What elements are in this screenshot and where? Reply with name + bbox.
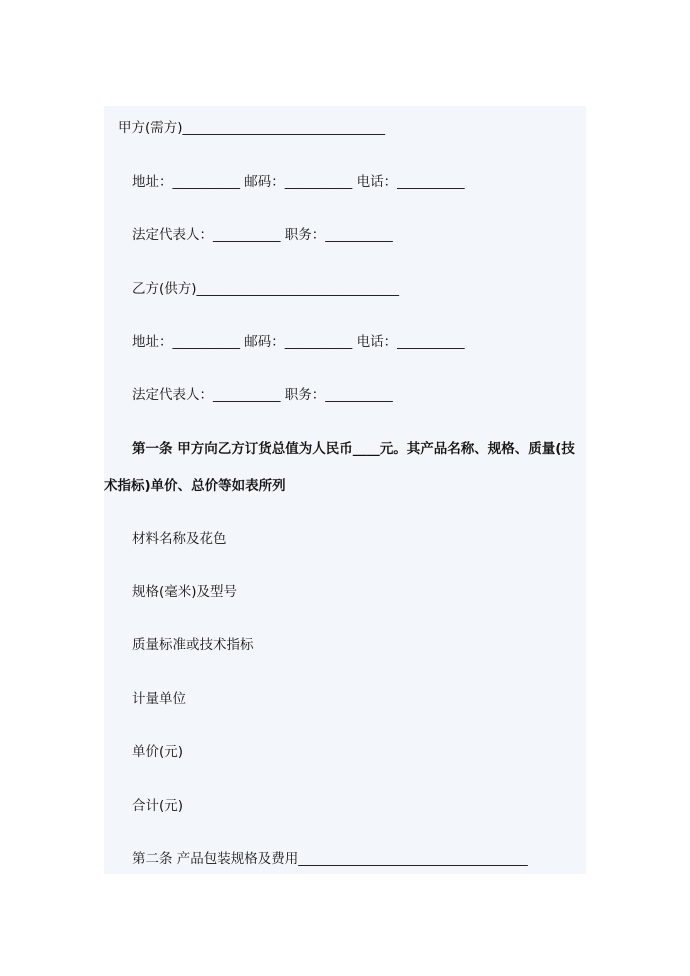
party-b-address-line: 地址：__________ 邮码：__________ 电话：__________ <box>132 334 465 350</box>
party-a-line: 甲方(需方)______________________________ <box>118 120 386 136</box>
party-b-representative-line: 法定代表人：__________ 职务：__________ <box>132 387 393 403</box>
item-unit-price: 单价(元) <box>132 744 184 760</box>
article-1-line-1: 第一条 甲方向乙方订货总值为人民币____元。其产品名称、规格、质量(技 <box>132 441 575 457</box>
item-unit: 计量单位 <box>132 691 186 707</box>
article-1-line-2: 术指标)单价、总价等如表所列 <box>104 478 286 494</box>
party-b-line: 乙方(供方)______________________________ <box>132 281 400 297</box>
item-quality-standard: 质量标准或技术指标 <box>132 637 254 653</box>
item-material-name: 材料名称及花色 <box>132 531 227 547</box>
party-a-representative-line: 法定代表人：__________ 职务：__________ <box>132 227 393 243</box>
item-spec-model: 规格(毫米)及型号 <box>132 584 238 600</box>
item-total: 合计(元) <box>132 798 184 814</box>
party-a-address-line: 地址：__________ 邮码：__________ 电话：__________ <box>132 174 465 190</box>
article-2-line: 第二条 产品包装规格及费用__________________________________ <box>132 851 528 867</box>
